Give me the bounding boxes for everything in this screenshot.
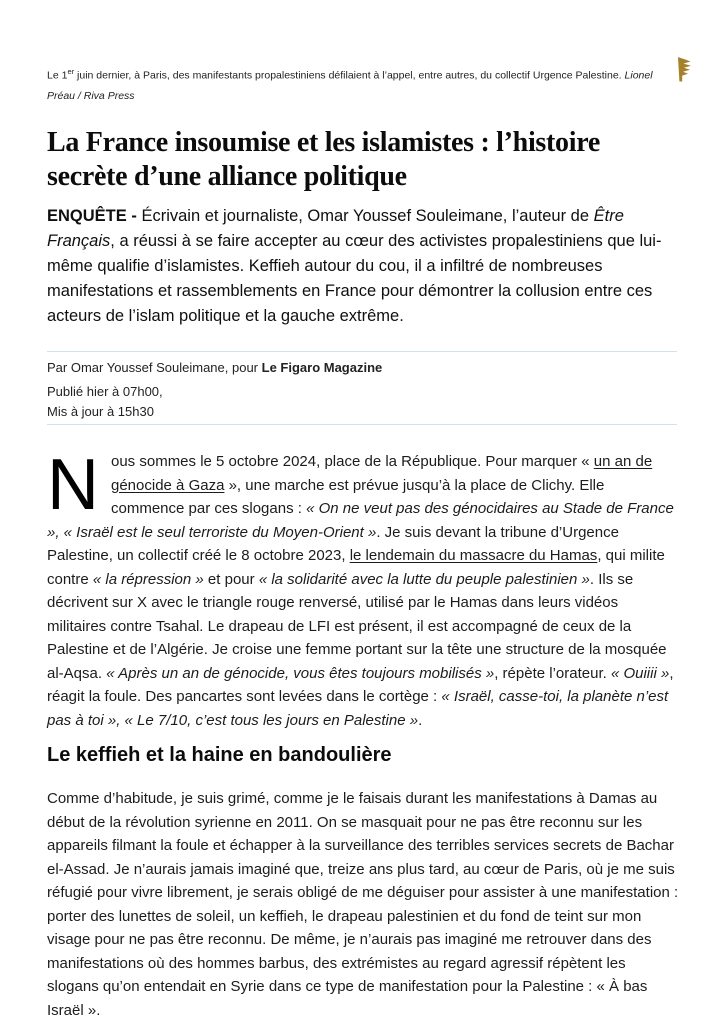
- text-segment: « Après un an de génocide, vous êtes toujours mobilisés »: [106, 664, 495, 682]
- separator-bottom: [47, 424, 677, 425]
- text-segment: Écrivain et journaliste, Omar Youssef Souleimane, l’auteur de: [141, 207, 594, 225]
- text-segment: « Israël, casse-toi, la planète n’est pas à toi », « Le 7/10, c’est tous les jours en Palestine »: [47, 688, 669, 729]
- inline-link[interactable]: un an de génocide à Gaza: [111, 453, 653, 494]
- text-segment: ENQUÊTE -: [47, 207, 142, 225]
- text-segment: », une marche est prévue jusqu’à la place de Clichy. Elle commence par ces slogans :: [111, 476, 605, 517]
- text-segment: « la solidarité avec la lutte du peuple palestinien »: [258, 570, 590, 588]
- text-segment: juin dernier, à Paris, des manifestants propalestiniens défilaient à l’appel, entre autres, du collectif Urgence Palestine.: [74, 69, 625, 82]
- text-segment: . Ils se décrivent sur X avec le triangle rouge renversé, utilisé par le Hamas dans leurs vidéos militaires contre Tsahal. Le drapeau de LFI est présent, il est accompagné de ceux de la Palestine et de l’Algérie. Je croise une femme portant sur la tête une structure de la mosquée al-Aqsa.: [47, 570, 667, 682]
- text-segment: « la répression »: [92, 570, 204, 588]
- updated-date: Mis à jour à 15h30: [47, 404, 154, 419]
- dropcap: N: [47, 445, 99, 525]
- article-standfirst: [47, 204, 679, 329]
- article-title: La France insoumise et les islamistes : l’histoire secrète d’une alliance politique: [47, 127, 600, 192]
- body-paragraph-2: [47, 787, 679, 1022]
- text-segment: , réagit la foule. Des pancartes sont levées dans le cortège :: [47, 664, 674, 705]
- text-segment: ous sommes le 5 octobre 2024, place de la République. Pour marquer «: [111, 453, 594, 470]
- text-segment: , qui milite contre: [47, 547, 665, 588]
- text-segment: « Ouiiii »: [610, 664, 670, 682]
- paragraph-1-text: [47, 445, 674, 729]
- byline-author-prefix: Par Omar Youssef Souleimane, pour: [47, 360, 262, 375]
- published-date: Publié hier à 07h00,: [47, 384, 163, 399]
- separator-top: [47, 351, 677, 352]
- text-segment: Être Français: [47, 207, 624, 250]
- body-paragraph-1: [47, 445, 679, 732]
- text-segment: « On ne veut pas des génocidaires au Stade de France », « Israël est le seul terroriste du Moyen-Orient »: [47, 500, 674, 541]
- byline-block: [47, 359, 677, 423]
- byline-publication[interactable]: Le Figaro Magazine: [261, 360, 383, 375]
- figaro-premium-icon: [675, 56, 695, 83]
- text-segment: .: [418, 711, 423, 729]
- text-segment: Lionel Préau / Riva Press: [47, 69, 653, 102]
- section-subheading: Le keffieh et la haine en bandoulière: [47, 744, 392, 766]
- text-segment: Le 1: [47, 69, 68, 82]
- text-segment: , répète l’orateur.: [494, 664, 611, 682]
- text-segment: . Je suis devant la tribune d’Urgence Palestine, un collectif créé le 8 octobre 2023,: [47, 523, 619, 564]
- text-segment: et pour: [203, 570, 259, 588]
- superscript-text: er: [67, 67, 75, 76]
- photo-caption: [47, 62, 659, 106]
- text-segment: , a réussi à se faire accepter au cœur des activistes propalestiniens que lui-même qualifie d’islamistes. Keffieh autour du cou, il a infiltré de nombreuses manifestations et rassemblements en France pour démontrer la collusion entre ces acteurs de l’islam politique et la gauche extrême.: [47, 232, 662, 325]
- text-segment: Comme d’habitude, je suis grimé, comme je le faisais durant les manifestations à Damas au début de la révolution syrienne en 2011. On se masquait pour ne pas être reconnu sur les appareils filmant la foule et échapper à la surveillance des terribles services secrets de Bachar el-Assad. Je n’aurais jamais imaginé que, treize ans plus tard, au cœur de Paris, où je me suis réfugié pour vivre librement, je serais obligé de me déguiser pour assister à une manifestation : porter des lunettes de soleil, un keffieh, le drapeau palestinien et du fond de teint sur mon visage pour ne pas être reconnu. De même, je n’aurais pas imaginé me retrouver dans des manifestations où des hommes barbus, des extrémistes au regard agressif répètent les slogans qu’on entendait en Syrie dans ce type de manifestation pour la Palestine : « À bas Israël ».: [47, 790, 679, 1019]
- byline: [47, 359, 677, 377]
- inline-link[interactable]: le lendemain du massacre du Hamas: [349, 547, 598, 564]
